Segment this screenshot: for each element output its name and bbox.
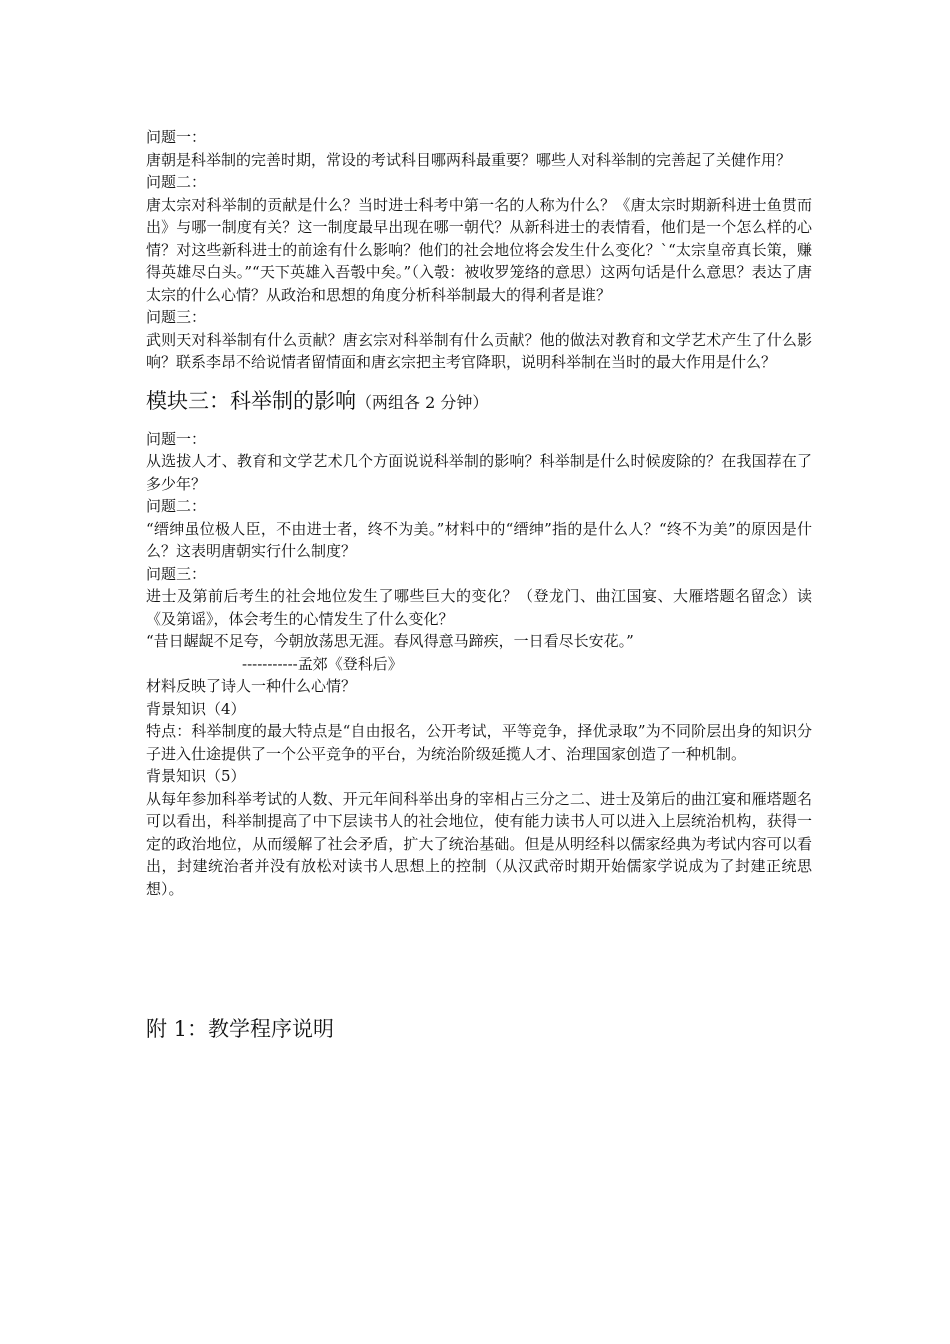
module-3-question-3-text: 进士及第前后考生的社会地位发生了哪些巨大的变化？（登龙门、曲江国宴、大雁塔题名留念）读《及第谣》，体会考生的心情发生了什么变化？ [146, 587, 812, 628]
module-3-question-1-text: 从选拔人才、教育和文学艺术几个方面说说科举制的影响？科举制是什么时候废除的？在我国荐在了多少年？ [146, 452, 812, 493]
module-3-question-1-label: 问题一： [146, 429, 207, 448]
module-3-question-2-text: “缙绅虽位极人臣，不由进士者，终不为美。”材料中的“缙绅”指的是什么人？“终不为美”的原因是什么？这表明唐朝实行什么制度？ [146, 519, 812, 560]
question-3-label: 问题三： [146, 308, 207, 326]
question-2-label: 问题二： [146, 173, 207, 191]
module-3-heading-note: （两组各 2 分钟） [356, 392, 489, 412]
question-1-text: 唐朝是科举制的完善时期，常设的考试科目哪两科最重要？哪些人对科举制的完善起了关健作用？ [146, 150, 792, 169]
question-2-text: 唐太宗对科举制的贡献是什么？当时进士科考中第一名的人称为什么？《唐太宗时期新科进士鱼贯而出》与哪一制度有关？这一制度最早出现在哪一朝代？从新科进士的表情看，他们是一个怎么样的心情？对这些新科进士的前途有什么影响？他们的社会地位将会发生什么变化？`“太宗皇帝真长策，赚得英雄尽白头。”“天下英雄入吾彀中矣。”（入彀：被收罗笼络的意思）这两句话是什么意思？表达了唐太宗的什么心情？从政治和思想的角度分析科举制最大的得利者是谁？ [146, 195, 812, 304]
module-3-heading [146, 384, 812, 420]
module-3-question-2-label: 问题二： [146, 497, 207, 515]
poem-attribution: -----------孟郊《登科后》 [242, 654, 403, 673]
appendix-heading: 附 1：教学程序说明 [146, 1017, 335, 1041]
module-3-question-3-label: 问题三： [146, 564, 207, 583]
background-knowledge-5-text: 从每年参加科举考试的人数、开元年间科举出身的宰相占三分之二、进士及第后的曲江宴和雁塔题名可以看出，科举制提高了中下层读书人的社会地位，使有能力读书人可以进入上层统治机构，获得一定的政治地位，从而缓解了社会矛盾，扩大了统治基础。但是从明经科以儒家经典为考试内容可以看出，封建统治者并没有放松对读书人思想上的控制（从汉武帝时期开始儒家学说成为了封建正统思想）。 [146, 789, 812, 898]
background-knowledge-5-label: 背景知识（5） [146, 767, 246, 785]
poem-quote: “昔日龌龊不足夸，今朝放荡思无涯。春风得意马蹄疾，一日看尽长安花。” [146, 632, 634, 650]
poem-question: 材料反映了诗人一种什么心情？ [146, 677, 357, 695]
blank-space [146, 900, 812, 1012]
question-3-text: 武则天对科举制有什么贡献？唐玄宗对科举制有什么贡献？他的做法对教育和文学艺术产生了什么影响？联系李昂不给说情者留情面和唐玄宗把主考官降职，说明科举制在当时的最大作用是什么？ [146, 330, 812, 371]
module-3-heading-title: 模块三：科举制的影响 [146, 388, 356, 413]
question-1-label: 问题一： [146, 128, 207, 146]
background-knowledge-4-label: 背景知识（4） [146, 699, 246, 718]
document-page [146, 126, 812, 1046]
background-knowledge-4-text: 特点：科举制度的最大特点是“自由报名，公开考试，平等竞争，择优录取”为不同阶层出身的知识分子进入仕途提供了一个公平竞争的平台，为统治阶级延揽人才、治理国家创造了一种机制。 [146, 722, 812, 763]
